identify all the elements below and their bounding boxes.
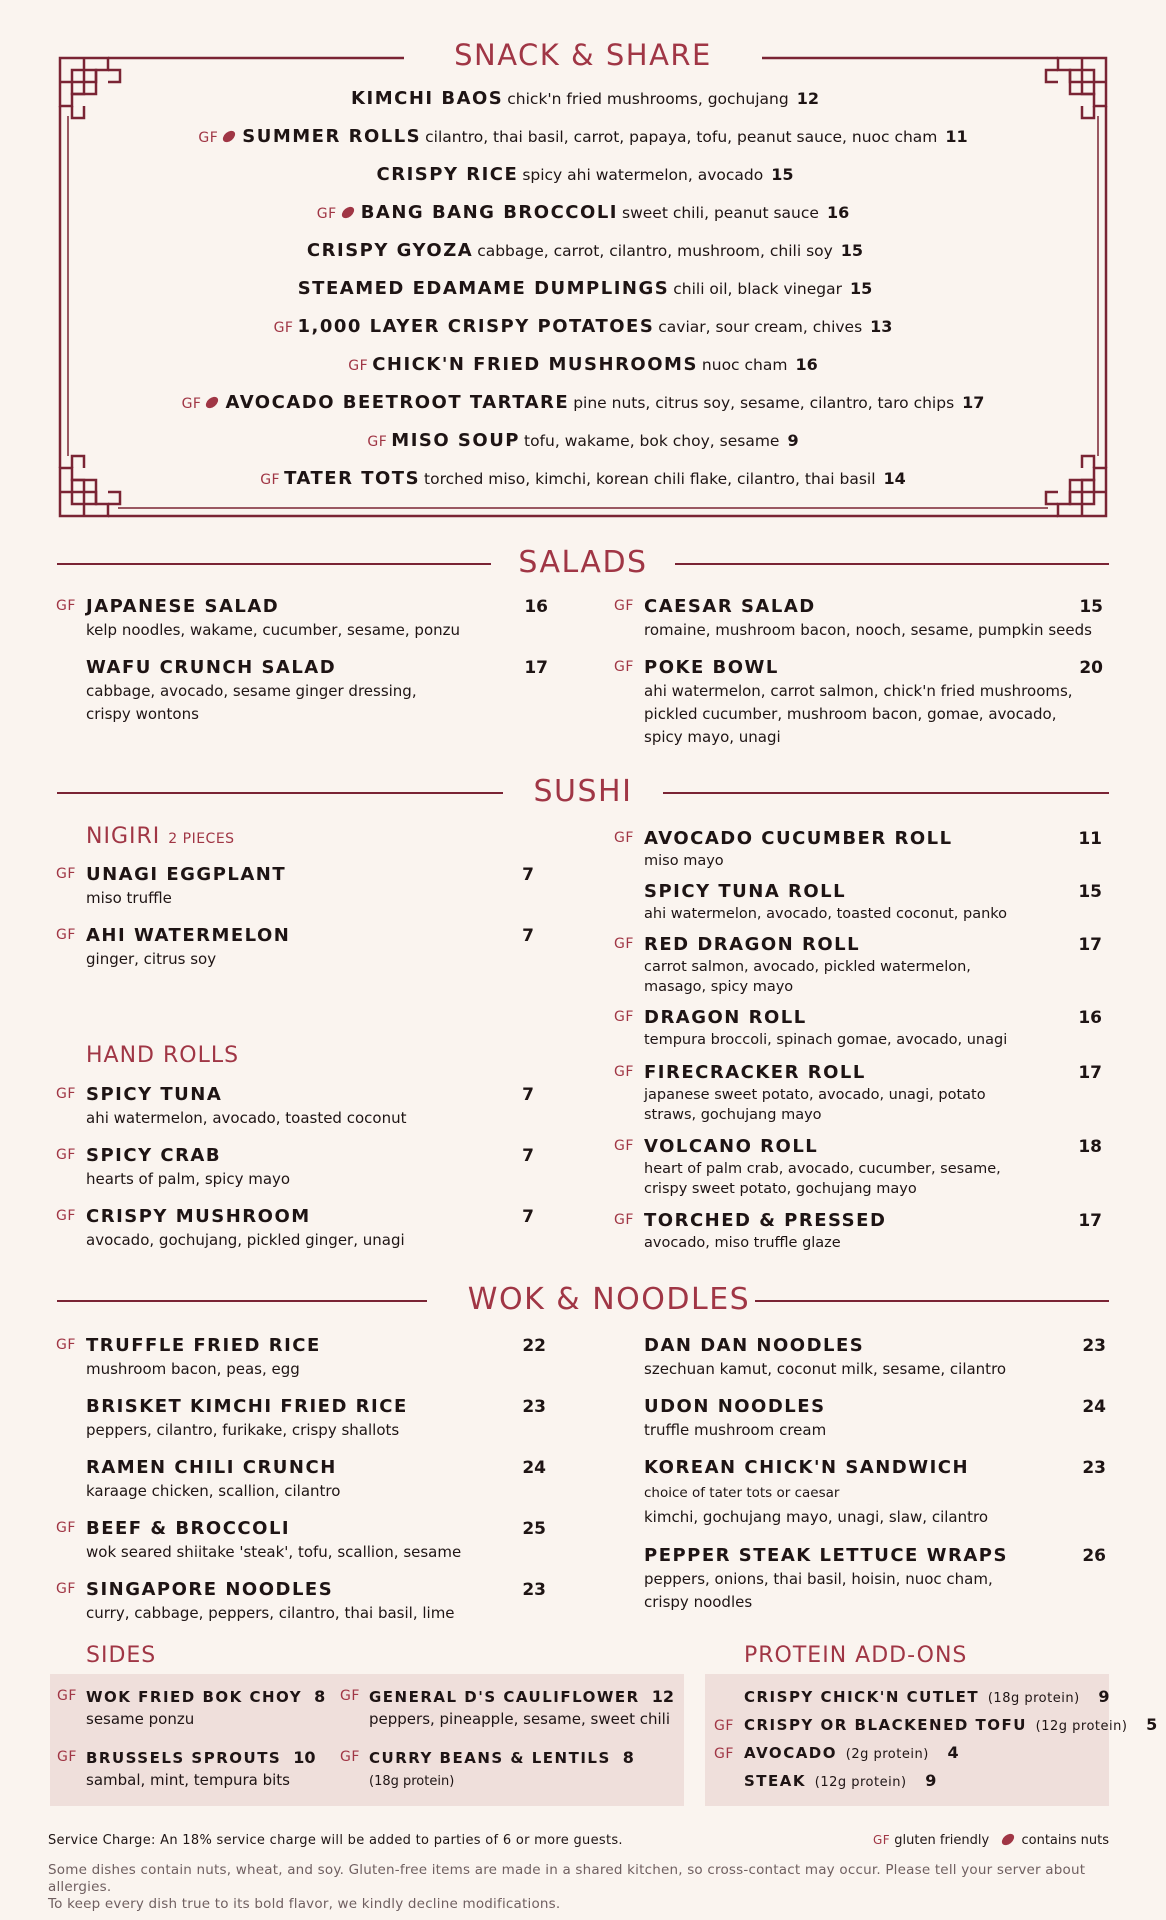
protein-item: [744, 1770, 936, 1794]
item-description: mushroom bacon, peas, egg: [86, 1360, 300, 1378]
item-name: DAN DAN NOODLES: [644, 1335, 865, 1356]
side-item: [340, 1747, 634, 1793]
menu-item: [644, 880, 1102, 924]
item-description: kimchi, gochujang mayo, unagi, slaw, cilantro: [644, 1508, 989, 1526]
menu-item: [614, 1061, 1102, 1125]
item-description: crispy wontons: [86, 705, 199, 723]
snack-item: [60, 352, 1106, 390]
snack-item-list: [60, 86, 1106, 504]
item-price: 25: [522, 1519, 546, 1539]
item-price: 7: [522, 1146, 534, 1166]
gf-badge: GF: [614, 1212, 634, 1228]
menu-item: [56, 1334, 546, 1381]
item-price: 8: [314, 1687, 326, 1706]
item-price: 7: [522, 1085, 534, 1105]
item-price: 15: [850, 279, 873, 298]
gf-badge: GF: [56, 1581, 76, 1597]
gf-badge: GF: [56, 1520, 76, 1536]
gf-badge: GF: [714, 1718, 734, 1734]
item-description: wok seared shiitake 'steak', tofu, scallion, sesame: [86, 1543, 462, 1561]
gf-badge: GF: [614, 1064, 634, 1080]
gf-badge: GF: [340, 1688, 360, 1704]
snack-item: [60, 428, 1106, 466]
item-price: 4: [947, 1743, 959, 1762]
menu-item: [644, 1395, 1106, 1442]
gf-badge: GF: [614, 659, 634, 675]
item-price: 8: [622, 1748, 634, 1767]
protein-title: PROTEIN ADD-ONS: [744, 1643, 968, 1668]
item-name: RED DRAGON ROLL: [644, 934, 861, 955]
item-description: romaine, mushroom bacon, nooch, sesame, pumpkin seeds: [644, 621, 1092, 639]
item-name: JAPANESE SALAD: [86, 596, 280, 617]
nigiri-subheading: [86, 824, 235, 849]
item-name: SUMMER ROLLS: [242, 126, 422, 147]
item-price: 15: [1079, 597, 1103, 617]
nigiri-note: 2 PIECES: [168, 831, 235, 847]
protein-item: [714, 1714, 1158, 1738]
item-price: 17: [1078, 1211, 1102, 1231]
item-description: peppers, onions, thai basil, hoisin, nuoc cham,: [644, 1570, 993, 1588]
side-item: [57, 1686, 326, 1731]
snack-item: [60, 314, 1106, 352]
salads-section-title: SALADS: [518, 545, 648, 580]
item-description: cilantro, thai basil, carrot, papaya, tofu, peanut sauce, nuoc cham: [425, 128, 938, 146]
item-name: CURRY BEANS & LENTILS: [369, 1749, 611, 1767]
item-name: POKE BOWL: [644, 657, 779, 678]
item-price: 14: [883, 469, 906, 488]
item-price: 9: [1098, 1687, 1110, 1706]
sushi-section-title: SUSHI: [533, 774, 633, 809]
item-name: BEEF & BROCCOLI: [86, 1518, 291, 1539]
menu-item: [614, 656, 1106, 749]
item-name: PEPPER STEAK LETTUCE WRAPS: [644, 1545, 1008, 1566]
item-name: TORCHED & PRESSED: [644, 1210, 887, 1231]
item-price: 9: [925, 1771, 937, 1790]
menu-item: [644, 1334, 1106, 1381]
gf-badge: GF: [273, 320, 294, 336]
item-description: sesame ponzu: [86, 1710, 195, 1728]
item-price: 16: [1078, 1008, 1102, 1028]
item-price: 12: [651, 1687, 674, 1706]
item-description: heart of palm crab, avocado, cucumber, sesame,: [644, 1161, 1001, 1177]
menu-item: [86, 656, 548, 726]
item-name: FIRECRACKER ROLL: [644, 1062, 866, 1083]
item-price: 13: [870, 317, 893, 336]
nut-icon: [1000, 1831, 1017, 1847]
item-name: CRISPY MUSHROOM: [86, 1206, 311, 1227]
menu-item: [614, 827, 1102, 871]
snack-item: [60, 200, 1106, 238]
item-description: (18g protein): [369, 1774, 455, 1789]
item-name: DRAGON ROLL: [644, 1007, 807, 1028]
item-price: 17: [524, 658, 548, 678]
snack-item: [60, 276, 1106, 314]
item-description: cabbage, avocado, sesame ginger dressing,: [86, 682, 417, 700]
item-name: VOLCANO ROLL: [644, 1136, 819, 1157]
item-name: SPICY TUNA ROLL: [644, 881, 847, 902]
item-price: 16: [795, 355, 818, 374]
gf-badge: GF: [57, 1688, 77, 1704]
gf-legend-mark: GF: [872, 1833, 891, 1847]
item-description: ahi watermelon, avocado, toasted coconut: [86, 1109, 407, 1127]
item-description: sweet chili, peanut sauce: [622, 204, 819, 222]
item-price: 22: [522, 1336, 546, 1356]
item-price: 17: [1078, 935, 1102, 955]
menu-item: [86, 1456, 546, 1503]
item-name: KOREAN CHICK'N SANDWICH: [644, 1457, 970, 1478]
item-name: CAESAR SALAD: [644, 596, 816, 617]
item-name: TRUFFLE FRIED RICE: [86, 1335, 321, 1356]
item-price: 26: [1082, 1546, 1106, 1566]
menu-item: [56, 595, 548, 642]
item-name: KIMCHI BAOS: [351, 88, 504, 109]
protein-item: [714, 1742, 959, 1766]
gf-badge: GF: [181, 396, 202, 412]
item-description: peppers, cilantro, furikake, crispy shallots: [86, 1421, 400, 1439]
item-name: AVOCADO: [744, 1744, 838, 1762]
gf-badge: GF: [614, 830, 634, 846]
snack-item: [60, 86, 1106, 124]
item-name: TATER TOTS: [284, 468, 421, 489]
item-name: BRISKET KIMCHI FRIED RICE: [86, 1396, 408, 1417]
item-name: STEAMED EDAMAME DUMPLINGS: [297, 278, 670, 299]
gf-badge: GF: [348, 358, 369, 374]
snack-item: [60, 390, 1106, 428]
sushi-header: [57, 772, 1109, 812]
gf-badge: GF: [56, 1086, 76, 1102]
item-price: 15: [771, 165, 794, 184]
item-name: GENERAL D'S CAULIFLOWER: [369, 1688, 640, 1706]
salads-header: [57, 543, 1109, 583]
item-description: pickled cucumber, mushroom bacon, gomae, avocado,: [644, 705, 1057, 723]
item-name: CRISPY OR BLACKENED TOFU: [744, 1716, 1027, 1734]
gf-badge: GF: [56, 1147, 76, 1163]
snack-item: [60, 238, 1106, 276]
nut-icon: [221, 128, 238, 144]
wok-section-title: WOK & NOODLES: [467, 1282, 751, 1317]
menu-item: [614, 1135, 1102, 1199]
protein-amount: (18g protein): [987, 1691, 1080, 1706]
item-description: spicy ahi watermelon, avocado: [522, 166, 764, 184]
item-description: truffle mushroom cream: [644, 1421, 827, 1439]
item-description: tempura broccoli, spinach gomae, avocado, unagi: [644, 1032, 1008, 1048]
item-note: choice of tater tots or caesar: [644, 1485, 840, 1501]
item-name: AHI WATERMELON: [86, 925, 291, 946]
item-price: 11: [945, 127, 968, 146]
item-description: caviar, sour cream, chives: [658, 318, 863, 336]
item-name: CRISPY CHICK'N CUTLET: [744, 1688, 980, 1706]
item-description: carrot salmon, avocado, pickled watermelon,: [644, 959, 971, 975]
item-name: CRISPY RICE: [376, 164, 519, 185]
item-description: hearts of palm, spicy mayo: [86, 1170, 291, 1188]
nut-icon: [339, 204, 356, 220]
service-charge-note: Service Charge: An 18% service charge will be added to parties of 6 or more guests.: [48, 1833, 623, 1848]
item-name: MISO SOUP: [391, 430, 520, 451]
item-description: ginger, citrus soy: [86, 950, 217, 968]
item-name: RAMEN CHILI CRUNCH: [86, 1457, 337, 1478]
item-name: CHICK'N FRIED MUSHROOMS: [372, 354, 698, 375]
menu-item: [614, 933, 1102, 997]
menu-item: [56, 1578, 546, 1625]
gf-badge: GF: [260, 472, 281, 488]
item-description: sambal, mint, tempura bits: [86, 1771, 291, 1789]
item-price: 5: [1146, 1715, 1158, 1734]
gf-badge: GF: [56, 927, 76, 943]
gf-badge: GF: [56, 866, 76, 882]
item-description: peppers, pineapple, sesame, sweet chili: [369, 1710, 671, 1728]
wok-header: [57, 1280, 1109, 1320]
item-price: 16: [826, 203, 850, 222]
gf-badge: GF: [57, 1749, 77, 1765]
item-price: 16: [524, 597, 548, 617]
menu-item: [56, 863, 534, 910]
menu-item: [56, 1517, 546, 1564]
item-name: AVOCADO BEETROOT TARTARE: [225, 392, 570, 413]
gf-badge: GF: [367, 434, 388, 450]
item-price: 7: [522, 926, 534, 946]
protein-amount: (12g protein): [1035, 1719, 1128, 1734]
item-name: UDON NOODLES: [644, 1396, 826, 1417]
sides-title: SIDES: [86, 1643, 157, 1668]
item-name: WOK FRIED BOK CHOY: [86, 1688, 303, 1706]
item-description: chili oil, black vinegar: [673, 280, 842, 298]
menu-item: [644, 1456, 1106, 1529]
item-description: curry, cabbage, peppers, cilantro, thai basil, lime: [86, 1604, 455, 1622]
gf-legend-label: gluten friendly: [894, 1833, 990, 1848]
item-description: nuoc cham: [701, 356, 788, 374]
item-name: WAFU CRUNCH SALAD: [86, 657, 337, 678]
item-name: SINGAPORE NOODLES: [86, 1579, 334, 1600]
side-item: [57, 1747, 316, 1792]
item-price: 7: [522, 1207, 534, 1227]
item-price: 23: [522, 1580, 546, 1600]
nut-icon: [204, 394, 221, 410]
item-description: miso truffle: [86, 889, 172, 907]
menu-item: [644, 1544, 1106, 1614]
item-description: pine nuts, citrus soy, sesame, cilantro, taro chips: [573, 394, 955, 412]
menu-item: [56, 924, 534, 971]
item-description: straws, gochujang mayo: [644, 1107, 822, 1123]
nigiri-title: NIGIRI: [86, 824, 161, 849]
nut-legend-label: contains nuts: [1021, 1833, 1109, 1848]
hand-rolls-subheading: HAND ROLLS: [86, 1043, 240, 1068]
legend: [873, 1833, 1109, 1848]
item-description: ahi watermelon, avocado, toasted coconut, panko: [644, 906, 1008, 922]
item-description: masago, spicy mayo: [644, 979, 794, 995]
gf-badge: GF: [614, 598, 634, 614]
item-name: SPICY TUNA: [86, 1084, 223, 1105]
snack-section-title: SNACK & SHARE: [0, 38, 1166, 72]
item-description: crispy noodles: [644, 1593, 753, 1611]
protein-amount: (12g protein): [814, 1775, 907, 1790]
item-description: karaage chicken, scallion, cilantro: [86, 1482, 341, 1500]
snack-item: [60, 162, 1106, 200]
item-price: 23: [1082, 1336, 1106, 1356]
item-price: 12: [796, 89, 819, 108]
item-description: spicy mayo, unagi: [644, 728, 781, 746]
item-price: 24: [1082, 1397, 1106, 1417]
item-description: cabbage, carrot, cilantro, mushroom, chili soy: [477, 242, 833, 260]
snack-item: [60, 124, 1106, 162]
item-price: 24: [522, 1458, 546, 1478]
gf-badge: GF: [714, 1746, 734, 1762]
item-price: 23: [1082, 1458, 1106, 1478]
gf-badge: GF: [614, 1138, 634, 1154]
menu-item: [56, 1205, 534, 1252]
item-description: kelp noodles, wakame, cucumber, sesame, ponzu: [86, 621, 461, 639]
item-description: ahi watermelon, carrot salmon, chick'n fried mushrooms,: [644, 682, 1073, 700]
item-price: 17: [962, 393, 985, 412]
item-price: 18: [1078, 1137, 1102, 1157]
item-description: szechuan kamut, coconut milk, sesame, cilantro: [644, 1360, 1007, 1378]
protein-amount: (2g protein): [845, 1747, 929, 1762]
item-name: AVOCADO CUCUMBER ROLL: [644, 828, 953, 849]
item-description: torched miso, kimchi, korean chili flake, cilantro, thai basil: [424, 470, 876, 488]
item-price: 17: [1078, 1063, 1102, 1083]
item-description: crispy sweet potato, gochujang mayo: [644, 1181, 917, 1197]
item-name: CRISPY GYOZA: [306, 240, 474, 261]
side-item: [340, 1686, 674, 1731]
menu-item: [86, 1395, 546, 1442]
item-price: 10: [293, 1748, 316, 1767]
item-name: STEAK: [744, 1772, 807, 1790]
allergy-note-line: Some dishes contain nuts, wheat, and soy. Gluten-free items are made in a shared kitchen, so cross-contact may occur. Please tell your server about allergies.: [48, 1862, 1086, 1895]
gf-badge: GF: [340, 1749, 360, 1765]
item-description: chick'n fried mushrooms, gochujang: [507, 90, 789, 108]
item-price: 7: [522, 865, 534, 885]
item-description: japanese sweet potato, avocado, unagi, potato: [644, 1087, 986, 1103]
protein-item: [744, 1686, 1110, 1710]
gf-badge: GF: [56, 1208, 76, 1224]
snack-item: [60, 466, 1106, 504]
item-description: miso mayo: [644, 853, 724, 869]
menu-item: [56, 1083, 534, 1130]
item-name: SPICY CRAB: [86, 1145, 222, 1166]
gf-badge: GF: [614, 936, 634, 952]
gf-badge: GF: [198, 130, 219, 146]
item-price: 23: [522, 1397, 546, 1417]
modification-note-line: To keep every dish true to its bold flavor, we kindly decline modifications.: [48, 1896, 561, 1912]
gf-badge: GF: [56, 598, 76, 614]
item-price: 11: [1078, 829, 1102, 849]
menu-item: [56, 1144, 534, 1191]
item-description: avocado, miso truffle glaze: [644, 1235, 841, 1251]
item-name: BRUSSELS SPROUTS: [86, 1749, 282, 1767]
menu-item: [614, 1006, 1102, 1050]
item-name: UNAGI EGGPLANT: [86, 864, 287, 885]
item-price: 9: [787, 431, 799, 450]
menu-item: [614, 595, 1106, 642]
item-price: 15: [840, 241, 864, 260]
gf-badge: GF: [316, 206, 337, 222]
item-name: 1,000 LAYER CRISPY POTATOES: [297, 316, 655, 337]
menu-item: [614, 1209, 1102, 1253]
allergy-note: [48, 1862, 1110, 1913]
item-description: avocado, gochujang, pickled ginger, unagi: [86, 1231, 405, 1249]
item-price: 15: [1078, 882, 1102, 902]
item-price: 20: [1079, 658, 1103, 678]
item-description: tofu, wakame, bok choy, sesame: [524, 432, 780, 450]
gf-badge: GF: [56, 1337, 76, 1353]
gf-badge: GF: [614, 1009, 634, 1025]
item-name: BANG BANG BROCCOLI: [360, 202, 618, 223]
